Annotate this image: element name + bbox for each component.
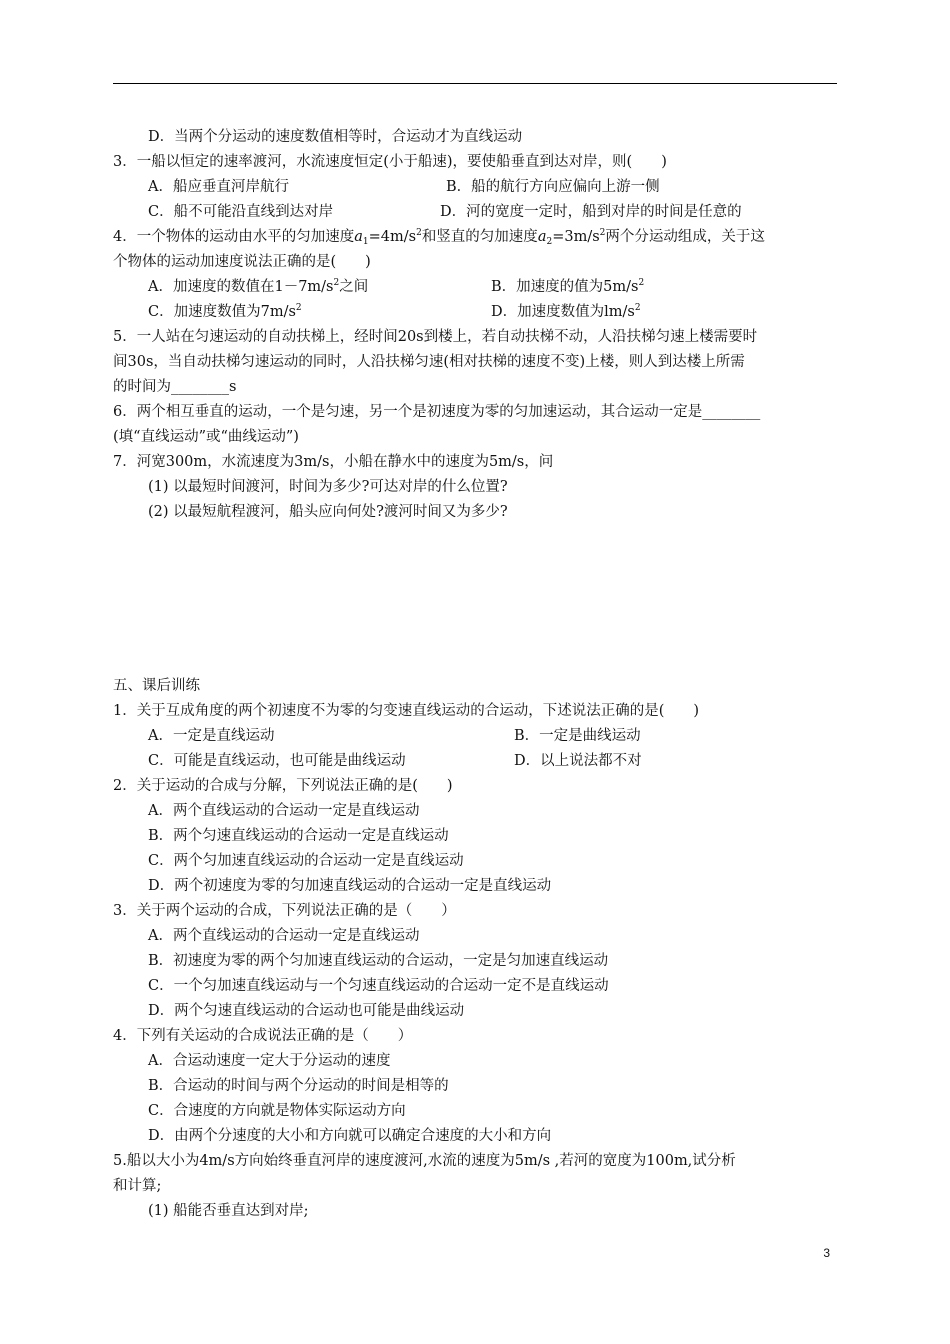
- hw4-option-b: B．合运动的时间与两个分运动的时间是相等的: [148, 1078, 449, 1094]
- hw1-option-a: A．一定是直线运动: [148, 728, 275, 744]
- q4-option-c: C．加速度数值为$7m/s^2$: [148, 303, 302, 320]
- hw2-option-a: A．两个直线运动的合运动一定是直线运动: [148, 803, 420, 819]
- question-5-line1: 5．一人站在匀速运动的自动扶梯上，经时间20s到楼上，若自动扶梯不动，人沿扶梯匀速上楼需要时: [113, 329, 758, 345]
- question-3-stem: 3．一船以恒定的速率渡河，水流速度恒定(小于船速)，要使船垂直到达对岸，则( ): [113, 154, 667, 170]
- hw-question-3-stem: 3．关于两个运动的合成，下列说法正确的是（ ）: [113, 903, 456, 919]
- question-5-line2: 间30s，当自动扶梯匀速运动的同时，人沿扶梯匀速(相对扶梯的速度不变)上楼，则人到达楼上所需: [113, 354, 745, 370]
- hw3-option-b: B．初速度为零的两个匀加速直线运动的合运动，一定是匀加速直线运动: [148, 953, 609, 969]
- hw4-option-c: C．合速度的方向就是物体实际运动方向: [148, 1103, 406, 1119]
- hw4-option-d: D．由两个分速度的大小和方向就可以确定合速度的大小和方向: [148, 1128, 552, 1144]
- hw-question-5-line1: 5.船以大小为4m/s方向始终垂直河岸的速度渡河,水流的速度为5m/s ,若河的宽度为100m,试分析: [113, 1153, 736, 1169]
- hw3-option-a: A．两个直线运动的合运动一定是直线运动: [148, 928, 420, 944]
- hw1-option-d: D．以上说法都不对: [514, 753, 642, 769]
- q3-option-b: B．船的航行方向应偏向上游一侧: [446, 179, 660, 195]
- question-4-stem-cont: 个物体的运动加速度说法正确的是( ): [113, 254, 371, 270]
- hw3-option-d: D．两个匀速直线运动的合运动也可能是曲线运动: [148, 1003, 465, 1019]
- hw1-option-c: C．可能是直线运动，也可能是曲线运动: [148, 753, 406, 769]
- q3-option-c: C．船不可能沿直线到达对岸: [148, 204, 334, 220]
- question-6-line2: (填“直线运动”或“曲线运动”): [113, 429, 299, 445]
- hw2-option-c: C．两个匀加速直线运动的合运动一定是直线运动: [148, 853, 464, 869]
- q7-part-2: (2) 以最短航程渡河，船头应向何处?渡河时间又为多少?: [148, 504, 508, 520]
- hw-question-4-stem: 4．下列有关运动的合成说法正确的是（ ）: [113, 1028, 413, 1044]
- hw-question-2-stem: 2．关于运动的合成与分解，下列说法正确的是( ): [113, 778, 453, 794]
- q4-option-a: A．加速度的数值在$1-7m/s^2$之间: [148, 278, 369, 295]
- option-d: D．当两个分运动的速度数值相等时，合运动才为直线运动: [148, 129, 523, 145]
- hw-question-1-stem: 1．关于互成角度的两个初速度不为零的匀变速直线运动的合运动，下述说法正确的是( ): [113, 703, 700, 719]
- hw1-option-b: B．一定是曲线运动: [514, 728, 641, 744]
- question-6-line1: 6．两个相互垂直的运动，一个是匀速，另一个是初速度为零的匀加速运动，其合运动一定是________: [113, 404, 761, 420]
- q4-option-d: D．加速度数值为$lm/s^2$: [491, 303, 641, 320]
- q4-option-b: B．加速度的值为$5m/s^2$: [491, 278, 645, 295]
- question-4-stem: 4．一个物体的运动由水平的匀加速度$a_1=4m/s^2$和竖直的匀加速度$a_2=3m/s^2$两个分运动组成，关于这: [113, 228, 765, 247]
- hw3-option-c: C．一个匀加速直线运动与一个匀速直线运动的合运动一定不是直线运动: [148, 978, 609, 994]
- page-number: 3: [823, 1246, 830, 1260]
- header-rule: [113, 83, 837, 84]
- section-title: 五、课后训练: [113, 678, 200, 694]
- hw2-option-d: D．两个初速度为零的匀加速直线运动的合运动一定是直线运动: [148, 878, 552, 894]
- hw5-part-1: (1) 船能否垂直达到对岸;: [148, 1203, 309, 1219]
- q3-option-d: D．河的宽度一定时，船到对岸的时间是任意的: [440, 204, 742, 220]
- hw-question-5-line2: 和计算;: [113, 1178, 162, 1194]
- q7-part-1: (1) 以最短时间渡河，时间为多少?可达对岸的什么位置?: [148, 479, 508, 495]
- hw2-option-b: B．两个匀速直线运动的合运动一定是直线运动: [148, 828, 449, 844]
- question-5-line3: 的时间为________s: [113, 379, 237, 395]
- hw4-option-a: A．合运动速度一定大于分运动的速度: [148, 1053, 391, 1069]
- q3-option-a: A．船应垂直河岸航行: [148, 179, 289, 195]
- question-7-stem: 7．河宽300m，水流速度为3m/s，小船在静水中的速度为5m/s，问: [113, 454, 554, 470]
